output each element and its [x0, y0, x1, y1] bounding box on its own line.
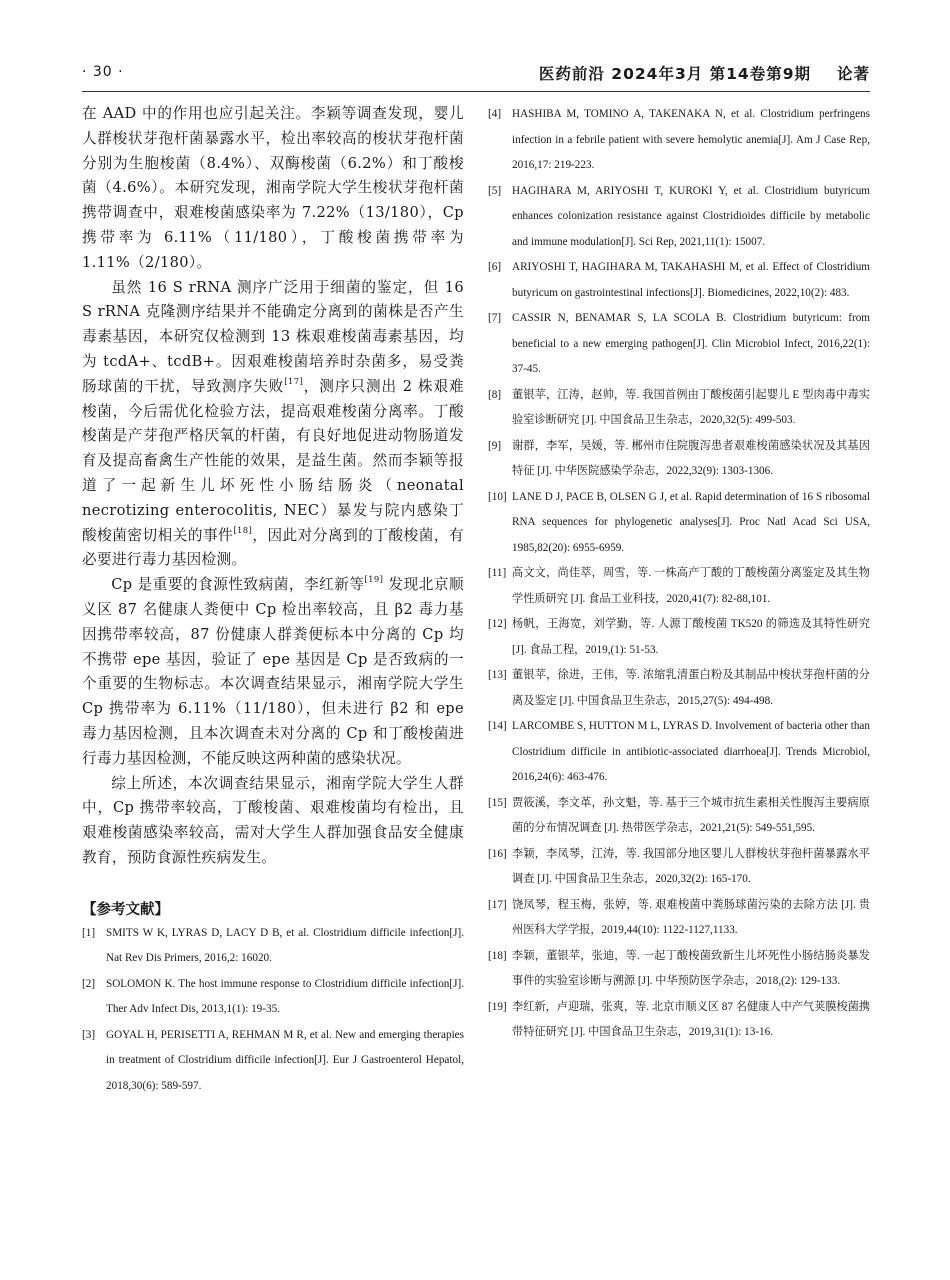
reference-text: 董银苹，江涛，赵帅，等. 我国首例由丁酸梭菌引起婴儿 E 型肉毒中毒实验室诊断研究 [J]. 中国食品卫生杂志，2020,32(5): 499-503. — [512, 388, 870, 426]
reference-number: [8] — [488, 388, 502, 401]
reference-number: [13] — [488, 669, 507, 681]
reference-text: 贾筱溪，李文革，孙文魁，等. 基于三个城市抗生素相关性腹泻主要病原菌的分布情况调查 [J]. 热带医学杂志，2021,21(5): 549-551,595. — [512, 796, 870, 834]
paragraph: 虽然 16 S rRNA 测序广泛用于细菌的鉴定，但 16 S rRNA 克隆测序结果并不能确定分离到的菌株是否产生毒素基因，本研究仅检测到 13 株艰难梭菌毒素基因，均为 tcdA+、tcdB+。因艰难梭菌培养时杂菌多，易受粪肠球菌的干扰，导致测序失败[17]，测序只测出 2 株艰难梭菌，今后需优化检验方法，提高艰难梭菌分离率。丁酸梭菌是产芽孢严格厌氧的杆菌，有良好地促进动物肠道发育及提高畜禽生产性能的效果，是益生菌。然而李颖等报道了一起新生儿坏死性小肠结肠炎（neonatal necrotizing enterocolitis, NEC）暴发与院内感染丁酸梭菌密切相关的事件[18]，因此对分离到的丁酸梭菌，有必要进行毒力基因检测。 — [82, 278, 464, 569]
reference-number: [16] — [488, 847, 507, 860]
reference-text: 谢群，李军，吴媛，等. 郴州市住院腹泻患者艰难梭菌感染状况及其基因特征 [J]. 中华医院感染学杂志，2022,32(9): 1303-1306. — [512, 439, 870, 477]
reference-text: 李红新，卢迎瑞，张爽，等. 北京市顺义区 87 名健康人中产气荚膜梭菌携带特征研究 [J]. 中国食品卫生杂志，2019,31(1): 13-16. — [512, 1000, 871, 1038]
reference-number: [2] — [82, 977, 96, 990]
reference-text: 高文文，尚佳萃，周雪，等. 一株高产丁酸的丁酸梭菌分离鉴定及其生物学性质研究 [J]. 食品工业科技，2020,41(7): 82-88,101. — [512, 567, 870, 605]
reference-item — [488, 255, 870, 306]
reference-text: 杨帆，王海宽，刘学勤，等. 人源丁酸梭菌 TK520 的筛选及其特性研究 [J]. 食品工程，2019,(1): 51-53. — [512, 618, 870, 656]
reference-item — [488, 791, 870, 842]
citation: [17] — [284, 376, 304, 387]
reference-item — [488, 485, 870, 562]
reference-item — [488, 102, 870, 179]
reference-item — [488, 995, 870, 1046]
reference-text: CASSIR N, BENAMAR S, LA SCOLA B. Clostridium butyricum: from beneficial to a new emerging pathogen[J]. Clin Microbiol Infect, 2016,22(1): 37-45. — [512, 312, 870, 375]
reference-item — [488, 179, 870, 256]
reference-number: [17] — [488, 898, 507, 911]
reference-text: 李颖，董银苹，张迪，等. 一起丁酸梭菌致新生儿坏死性小肠结肠炎暴发事件的实验室诊断与溯源 [J]. 中华预防医学杂志，2018,(2): 129-133. — [512, 949, 870, 987]
reference-number: [4] — [488, 108, 502, 120]
reference-number: [1] — [82, 926, 96, 939]
references-heading: 【参考文献】 — [82, 901, 169, 918]
reference-number: [9] — [488, 439, 502, 452]
reference-number: [15] — [488, 796, 507, 809]
page-number: · 30 · — [82, 64, 124, 80]
reference-number: [11] — [488, 567, 507, 579]
body-text — [82, 102, 464, 871]
reference-item — [488, 944, 870, 995]
citation: [19] — [364, 575, 384, 586]
reference-item — [488, 612, 870, 663]
reference-text: 李颖，李凤琴，江涛，等. 我国部分地区婴儿人群梭状芽孢杆菌暴露水平调查 [J]. 中国食品卫生杂志，2020,32(2): 165-170. — [512, 847, 870, 885]
reference-item — [488, 714, 870, 791]
header-rule — [82, 91, 870, 92]
reference-item — [82, 1023, 464, 1100]
reference-text: HASHIBA M, TOMINO A, TAKENAKA N, et al. Clostridium perfringens infection in a febrile patient with severe hemolytic anemia[J]. Am J Case Rep, 2016,17: 219-223. — [512, 108, 870, 171]
reference-list — [82, 921, 464, 1100]
reference-number: [5] — [488, 184, 502, 197]
reference-item — [488, 893, 870, 944]
reference-item — [488, 306, 870, 383]
reference-item — [488, 434, 870, 485]
reference-text: HAGIHARA M, ARIYOSHI T, KUROKI Y, et al. Clostridium butyricum enhances colonization resistance against Clostridioides difficile by metabolic and immune modulation[J]. Sci Rep, 2021,11(1): 15007. — [512, 184, 870, 248]
reference-number: [7] — [488, 312, 502, 324]
reference-text: ARIYOSHI T, HAGIHARA M, TAKAHASHI M, et al. Effect of Clostridium butyricum on gastrointestinal infections[J]. Biomedicines, 2022,10(2): 483. — [512, 261, 870, 299]
reference-text: SOLOMON K. The host immune response to Clostridium difficile infection[J]. Ther Adv Infect Dis, 2013,1(1): 19-35. — [106, 977, 464, 1016]
reference-text: LANE D J, PACE B, OLSEN G J, et al. Rapid determination of 16 S ribosomal RNA sequences for phylogenetic analyses[J]. Proc Natl Acad Sci USA, 1985,82(20): 6955-6959. — [512, 490, 870, 554]
reference-list — [488, 102, 870, 1046]
reference-number: [14] — [488, 720, 507, 732]
reference-text: 饶凤琴，程玉梅，张婷，等. 艰难梭菌中粪肠球菌污染的去除方法 [J]. 贵州医科大学学报，2019,44(10): 1122-1127,1133. — [512, 898, 870, 936]
paragraph: 在 AAD 中的作用也应引起关注。李颖等调查发现，婴儿人群梭状芽孢杆菌暴露水平，检出率较高的梭状芽孢杆菌分别为生胞梭菌（8.4%）、双酶梭菌（6.2%）和丁酸梭菌（4.6%）。本研究发现，湘南学院大学生梭状芽孢杆菌携带调查中，艰难梭菌感染率为 7.22%（13/180），Cp 携带率为 6.11%（11/180），丁酸梭菌携带率为 1.11%（2/180）。 — [82, 105, 464, 271]
reference-item — [488, 663, 870, 714]
citation: [18] — [233, 525, 253, 536]
reference-number: [3] — [82, 1028, 96, 1041]
reference-item — [82, 921, 464, 972]
left-column — [82, 102, 464, 1099]
journal-info — [539, 62, 870, 84]
reference-number: [6] — [488, 261, 502, 273]
reference-number: [19] — [488, 1000, 507, 1013]
section-label: 论著 — [836, 65, 870, 83]
reference-item — [488, 842, 870, 893]
reference-number: [10] — [488, 490, 507, 503]
reference-text: SMITS W K, LYRAS D, LACY D B, et al. Clostridium difficile infection[J]. Nat Rev Dis Primers, 2016,2: 16020. — [106, 926, 464, 965]
right-column — [488, 102, 870, 1046]
reference-text: 董银苹，徐进，王伟，等. 浓缩乳清蛋白粉及其制品中梭状芽孢杆菌的分离及鉴定 [J]. 中国食品卫生杂志，2015,27(5): 494-498. — [512, 669, 870, 707]
reference-number: [18] — [488, 949, 507, 962]
reference-text: GOYAL H, PERISETTI A, REHMAN M R, et al. New and emerging therapies in treatment of Clostridium difficile infection[J]. Eur J Gastroenterol Hepatol, 2018,30(6): 589-597. — [106, 1028, 464, 1092]
paragraph: 综上所述，本次调查结果显示，湘南学院大学生人群中，Cp 携带率较高，丁酸梭菌、艰难梭菌均有检出，且艰难梭菌感染率较高，需对大学生人群加强食品安全健康教育，预防食源性疾病发生。 — [82, 774, 464, 866]
reference-number: [12] — [488, 618, 507, 630]
reference-item — [488, 383, 870, 434]
reference-item — [82, 972, 464, 1023]
paragraph: Cp 是重要的食源性致病菌，李红新等[19] 发现北京顺义区 87 名健康人粪便中 Cp 检出率较高，且 β2 毒力基因携带率较高，87 份健康人群粪便标本中分离的 Cp 均不携带 epe 基因，验证了 epe 基因是 Cp 是否致病的一个重要的生物标志。本次调查结果显示，湘南学院大学生 Cp 携带率为 6.11%（11/180），但未进行 β2 和 epe 毒力基因检测，且本次调查未对分离的 Cp 和丁酸梭菌进行毒力基因检测，不能反映这两种菌的感染状况。 — [82, 575, 464, 767]
reference-item — [488, 561, 870, 612]
reference-text: LARCOMBE S, HUTTON M L, LYRAS D. Involvement of bacteria other than Clostridium difficile in antibiotic-associated diarrhoea[J]. Trends Microbiol, 2016,24(6): 463-476. — [512, 720, 870, 783]
journal-issue: 医药前沿 2024年3月 第14卷第9期 — [538, 65, 811, 83]
page-header — [82, 62, 870, 88]
